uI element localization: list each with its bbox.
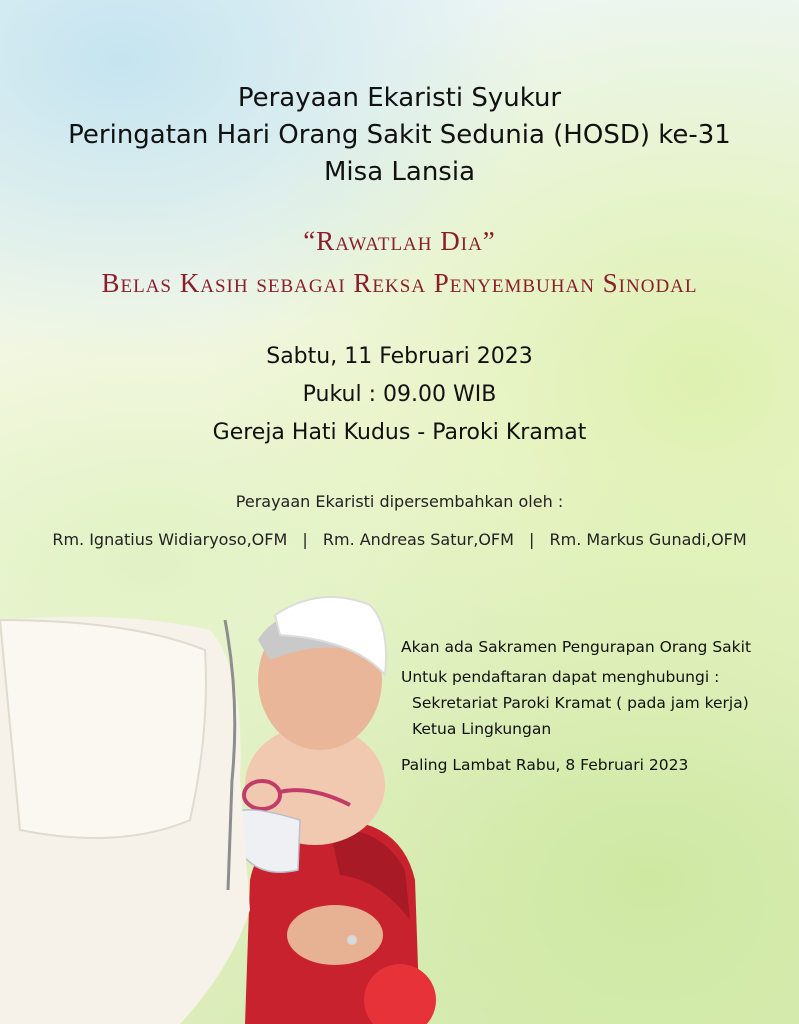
celebrant-name: Rm. Markus Gunadi,OFM bbox=[549, 530, 747, 549]
notes-block bbox=[401, 634, 791, 778]
event-title-block bbox=[0, 80, 799, 191]
sacrament-note: Akan ada Sakramen Pengurapan Orang Sakit bbox=[401, 638, 752, 656]
event-mass-type: Misa Lansia bbox=[324, 157, 475, 187]
registration-intro: Untuk pendaftaran dapat menghubungi : bbox=[401, 668, 720, 686]
celebrant-separator: | bbox=[302, 530, 308, 549]
celebrant-name: Rm. Ignatius Widiaryoso,OFM bbox=[52, 530, 288, 549]
contact-community-head: Ketua Lingkungan bbox=[412, 720, 552, 738]
celebrants-list bbox=[0, 530, 799, 549]
event-date: Sabtu, 11 Februari 2023 bbox=[266, 344, 533, 369]
event-time: Pukul : 09.00 WIB bbox=[302, 382, 497, 407]
celebrant-separator: | bbox=[529, 530, 535, 549]
contact-secretariat: Sekretariat Paroki Kramat ( pada jam kerja) bbox=[412, 694, 749, 712]
event-subtitle: Peringatan Hari Orang Sakit Sedunia (HOSD) ke-31 bbox=[68, 120, 731, 150]
registration-deadline: Paling Lambat Rabu, 8 Februari 2023 bbox=[401, 756, 689, 774]
theme-title: “Rawatlah Dia” bbox=[303, 226, 496, 256]
celebrant-name: Rm. Andreas Satur,OFM bbox=[322, 530, 514, 549]
event-title: Perayaan Ekaristi Syukur bbox=[237, 83, 562, 113]
event-details bbox=[0, 338, 799, 452]
celebrants-intro: Perayaan Ekaristi dipersembahkan oleh : bbox=[235, 492, 564, 511]
theme-subtitle: Belas Kasih sebagai Reksa Penyembuhan Sinodal bbox=[101, 268, 698, 298]
event-place: Gereja Hati Kudus - Paroki Kramat bbox=[212, 420, 587, 445]
pope-blessing-child-photo bbox=[0, 580, 440, 1024]
